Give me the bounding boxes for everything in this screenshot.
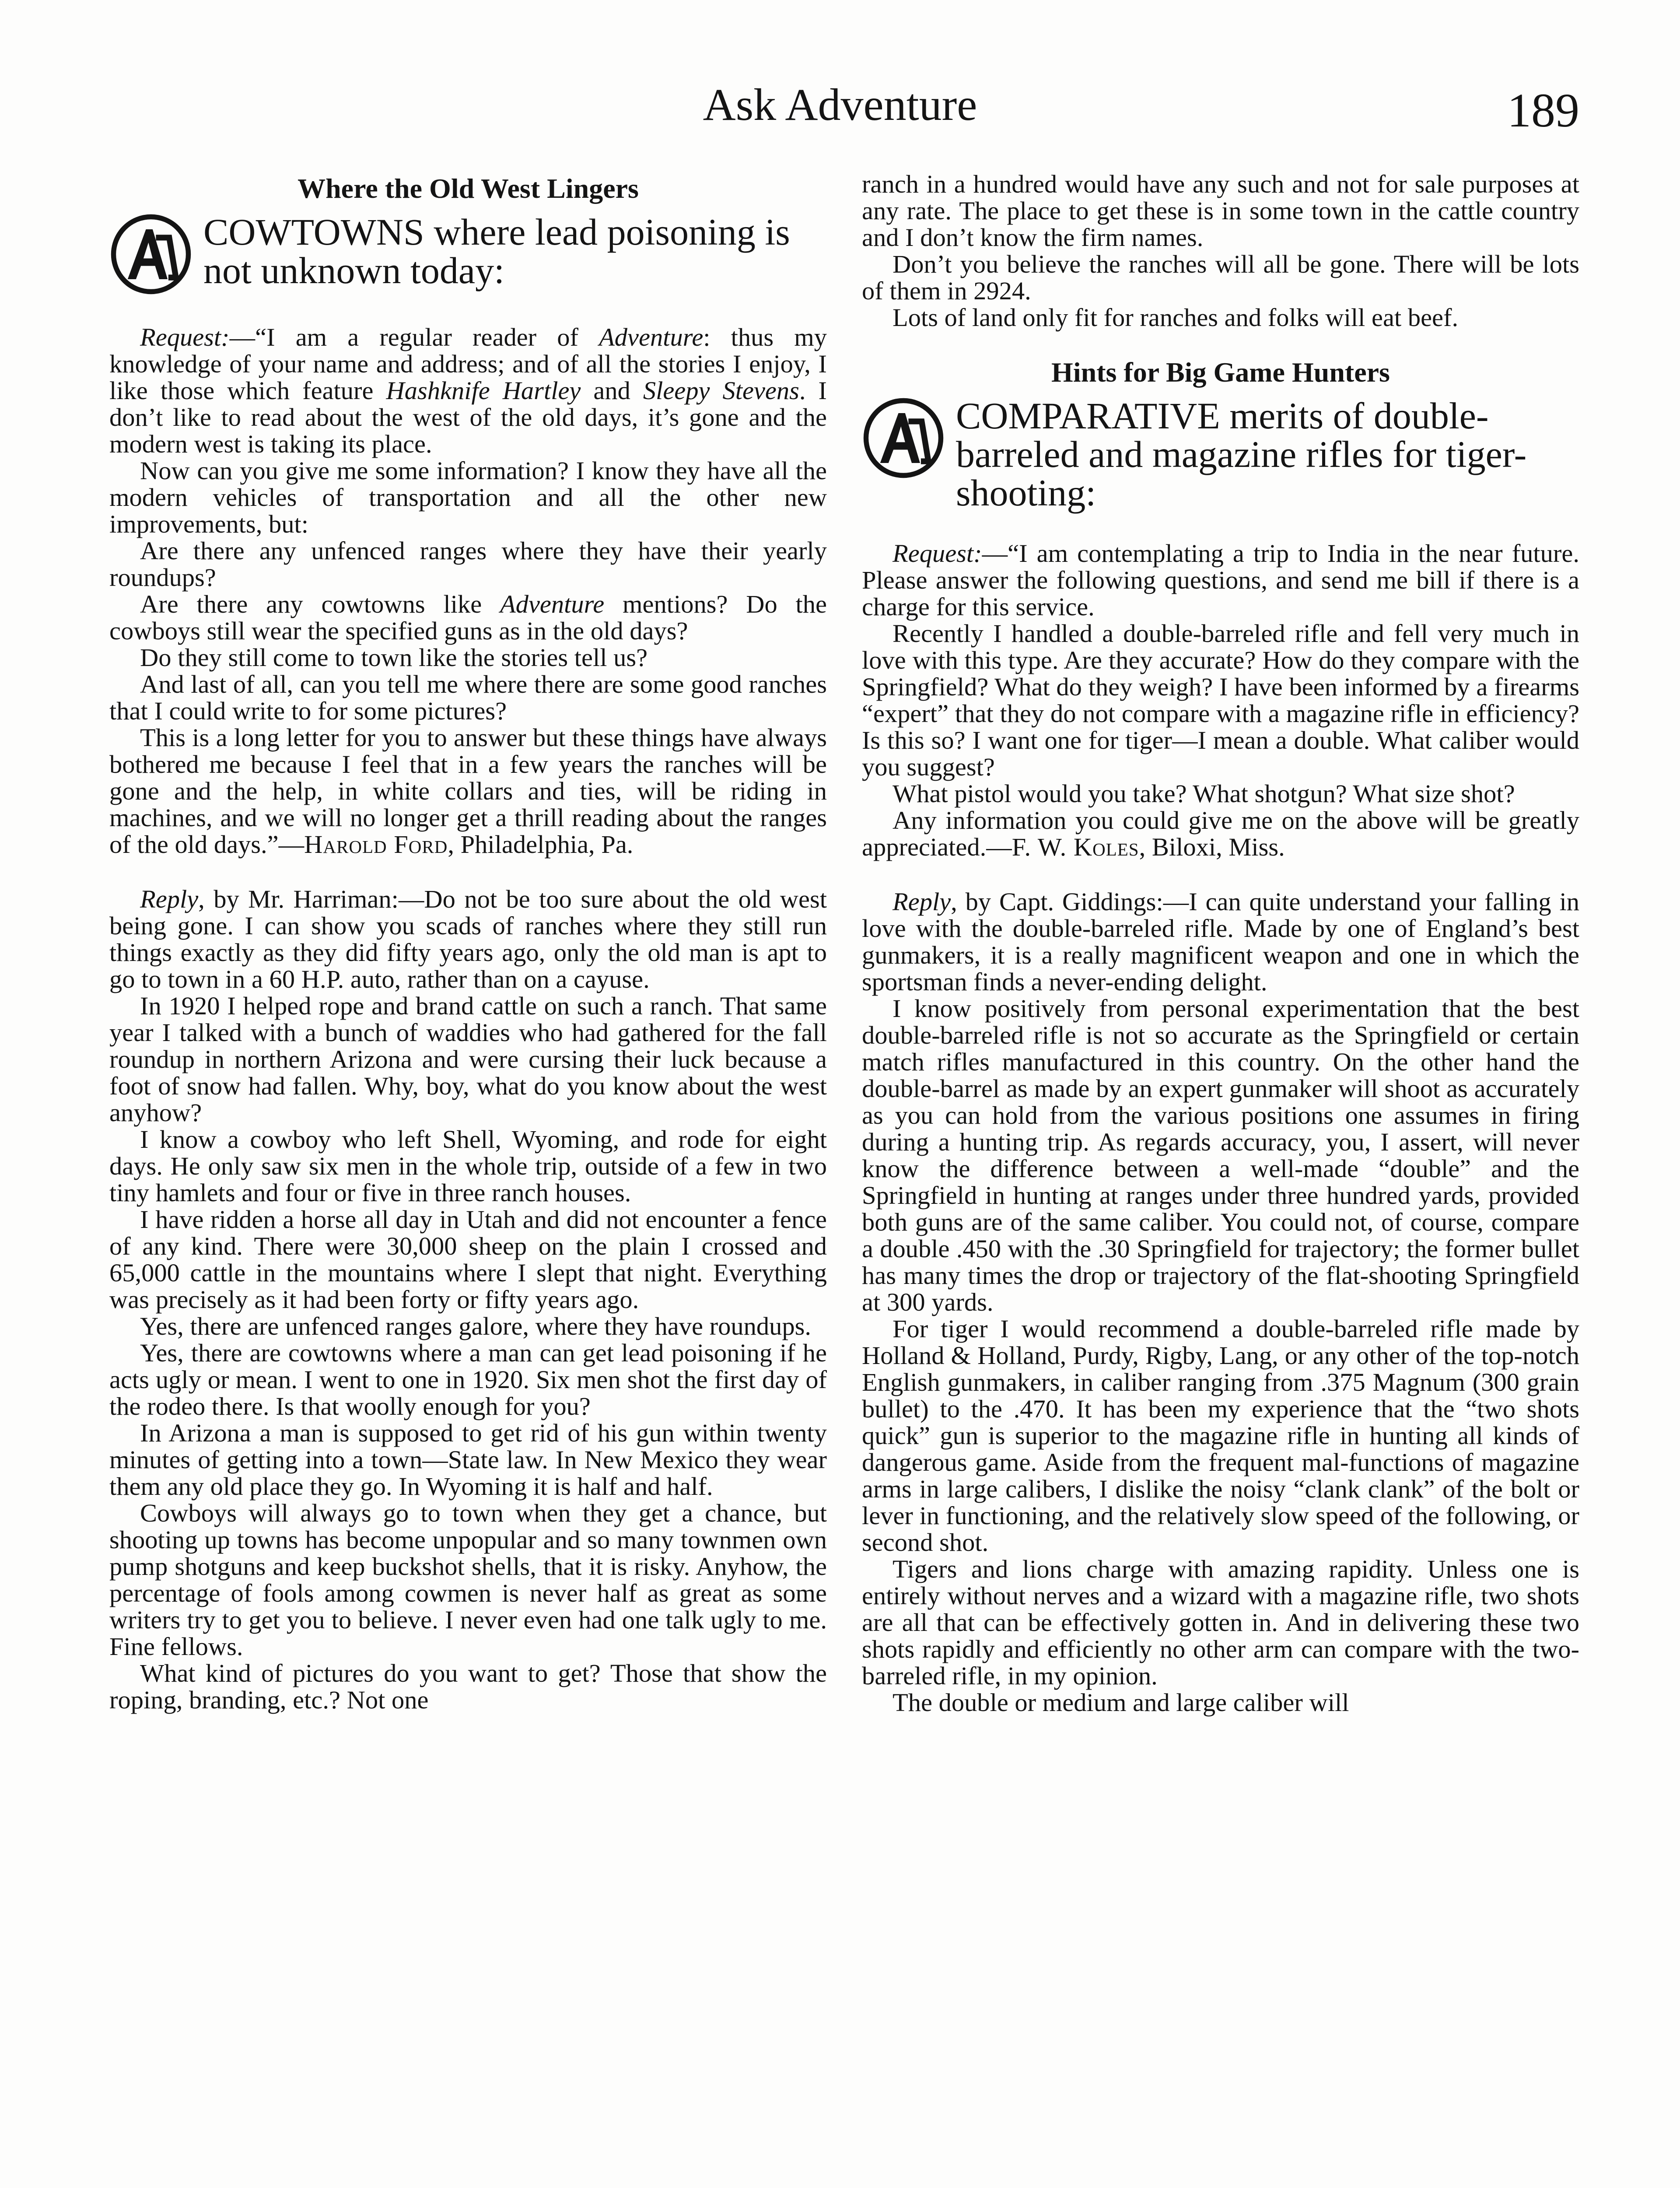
- section-title-old-west: Where the Old West Lingers: [298, 173, 639, 204]
- signature-name: Harold Ford: [304, 830, 448, 859]
- reply-label: Reply: [140, 885, 199, 913]
- paragraph: I have ridden a horse all day in Utah and did not encounter a fence of any kind. There were 30,000 sheep on the plain I crossed and 65,000 cattle in the mountains where I slept that night. Everything was precisely as it had been forty or fifty years ago.: [109, 1205, 827, 1314]
- department-intro-cowtowns: [109, 213, 827, 296]
- paragraph: For tiger I would recommend a double-barreled rifle made by Holland & Holland, Purdy, Rigby, Lang, or any other of the top-notch English gunmakers, in caliber ranging from .375 Magnum (300 grain bullet) to the .470. It has been my experience that the “two shots quick” gun is superior to the magazine rifle in hunting all kinds of dangerous game. Aside from the frequent mal-functions of magazine arms in large calibers, I dislike the noisy “clank clank” of the bolt or lever in functioning, and the relatively slow speed of the following, or second shot.: [862, 1315, 1579, 1557]
- paragraph: Yes, there are unfenced ranges galore, where they have roundups.: [140, 1312, 811, 1340]
- right-column: [862, 173, 1579, 2188]
- running-title: Ask Adventure: [703, 80, 977, 130]
- ask-adventure-monogram-icon: [109, 213, 192, 296]
- paragraph: And last of all, can you tell me where there are some good ranches that I could write to for some pictures?: [109, 670, 827, 725]
- reply-label: Reply: [892, 887, 951, 916]
- magazine-title: Adventure: [599, 323, 704, 351]
- request-label: Request:: [892, 539, 982, 568]
- paragraph: The double or medium and large caliber will: [892, 1688, 1349, 1717]
- paragraph: What pistol would you take? What shotgun? What size shot?: [892, 779, 1515, 808]
- request-paragraph: Request:—“I am a regular reader of Adventure: thus my knowledge of your name and address; and of all the stories I enjoy, I like those which feature Hashknife Hartley and Sleepy Stevens. I don’t like to read about the west of the old days, it’s gone and the modern west is taking its place.: [109, 323, 827, 458]
- paragraph: Don’t you believe the ranches will all be gone. There will be lots of them in 2924.: [862, 250, 1579, 305]
- intro-text: barreled and magazine rifles for tiger-shooting:: [956, 433, 1527, 514]
- paragraph: What kind of pictures do you want to get? Those that show the roping, branding, etc.? Not one: [109, 1659, 827, 1714]
- paragraph: Recently I handled a double-barreled rifle and fell very much in love with this type. Are they accurate? How do they compare with the Springfield? What do they weigh? I have been informed by a firearms “expert” that they do not compare with a magazine rifle in efficiency? Is this so? I want one for tiger—I mean a double. What caliber would you suggest?: [862, 619, 1579, 781]
- intro-text: COMPARATIVE merits of double-: [956, 395, 1489, 437]
- reply-paragraph: Reply, by Capt. Giddings:—I can quite understand your falling in love with the double-barreled rifle. Made by one of England’s best gunmakers, it is a really magnificent weapon and one in which the sportsman finds a never-ending delight.: [862, 887, 1579, 996]
- request-paragraph: Request:—“I am contemplating a trip to India in the near future. Please answer the following questions, and send me bill if there is a charge for this service.: [862, 539, 1579, 621]
- paragraph: ranch in a hundred would have any such and not for sale purposes at any rate. The place to get these is in some town in the cattle country and I don’t know the firm names.: [862, 173, 1579, 252]
- paragraph: I know positively from personal experimentation that the best double-barreled rifle is not so accurate as the Springfield or certain match rifles manufactured in this country. On the other hand the double-barrel as made by an expert gunmaker will shoot as accurately as you can hold from the various positions one assumes in firing during a hunting trip. As regards accuracy, you, I assert, will never know the difference between a well-made “double” and the Springfield in hunting at ranges under three hundred yards, provided both guns are of the same caliber. You could not, of course, compare a double .450 with the .30 Springfield for trajectory; the former bullet has many times the drop or trajectory of the flat-shooting Springfield at 300 yards.: [862, 994, 1579, 1316]
- paragraph: This is a long letter for you to answer but these things have always bothered me because I feel that in a few years the ranches will be gone and the help, in white collars and ties, will be riding in machines, and we will no longer get a thrill reading about the ranges of the old days.”—Harold Ford, Philadelphia, Pa.: [109, 723, 827, 859]
- signature-name: F. W. Koles: [1012, 833, 1139, 861]
- section-title-big-game: Hints for Big Game Hunters: [1051, 357, 1390, 388]
- paragraph: Tigers and lions charge with amazing rapidity. Unless one is entirely without nerves and a wizard with a magazine rifle, two shots are all that can be effectively gotten in. And in delivering these two shots rapidly and efficiently no other arm can compare with the two-barreled rifle, in my opinion.: [862, 1555, 1579, 1690]
- paragraph: I know a cowboy who left Shell, Wyoming, and rode for eight days. He only saw six men in the whole trip, outside of a few in two tiny hamlets and four or five in three ranch houses.: [109, 1125, 827, 1207]
- paragraph: Cowboys will always go to town when they get a chance, but shooting up towns has become unpopular and so many townmen own pump shotguns and keep buckshot shells, that it is risky. Anyhow, the percentage of fools among cowmen is never half as great as some writers try to get you to believe. I never even had one talk ugly to me. Fine fellows.: [109, 1499, 827, 1661]
- page-number: 189: [1507, 84, 1579, 137]
- character-name: Sleepy Stevens: [643, 376, 799, 405]
- intro-text: COWTOWNS where lead poisoning is not unknown today:: [203, 211, 790, 291]
- paragraph: Do they still come to town like the stories tell us?: [140, 643, 648, 672]
- request-label: Request:: [140, 323, 230, 351]
- paragraph: Yes, there are cowtowns where a man can get lead poisoning if he acts ugly or mean. I went to one in 1920. Six men shot the first day of the rodeo there. Is that woolly enough for you?: [109, 1339, 827, 1420]
- paragraph: Are there any cowtowns like Adventure mentions? Do the cowboys still wear the specified guns as in the old days?: [109, 590, 827, 645]
- left-column: [109, 173, 827, 2188]
- magazine-title: Adventure: [500, 590, 605, 618]
- character-name: Hashknife Hartley: [386, 376, 581, 405]
- ask-adventure-monogram-icon: [862, 396, 945, 480]
- reply-paragraph: Reply, by Mr. Harriman:—Do not be too sure about the old west being gone. I can show you scads of ranches where they still run things exactly as they did fifty years ago, only the old man is apt to go to town in a 60 H.P. auto, rather than on a cayuse.: [109, 885, 827, 993]
- paragraph: Any information you could give me on the above will be greatly appreciated.—F. W. Koles, Biloxi, Miss.: [862, 806, 1579, 861]
- paragraph: In Arizona a man is supposed to get rid of his gun within twenty minutes of getting into a town—State law. In New Mexico they wear them any old place they go. In Wyoming it is half and half.: [109, 1419, 827, 1501]
- paragraph: Are there any unfenced ranges where they have their yearly roundups?: [109, 536, 827, 592]
- paragraph: Lots of land only fit for ranches and folks will eat beef.: [892, 303, 1459, 332]
- paragraph: In 1920 I helped rope and brand cattle on such a ranch. That same year I talked with a bunch of waddies who had gathered for the fall roundup in northern Arizona and were cursing their luck because a foot of snow had fallen. Why, boy, what do you know about the west anyhow?: [109, 992, 827, 1127]
- department-intro-rifles: [862, 396, 1579, 512]
- paragraph: Now can you give me some information? I know they have all the modern vehicles of transportation and all the other new improvements, but:: [109, 456, 827, 538]
